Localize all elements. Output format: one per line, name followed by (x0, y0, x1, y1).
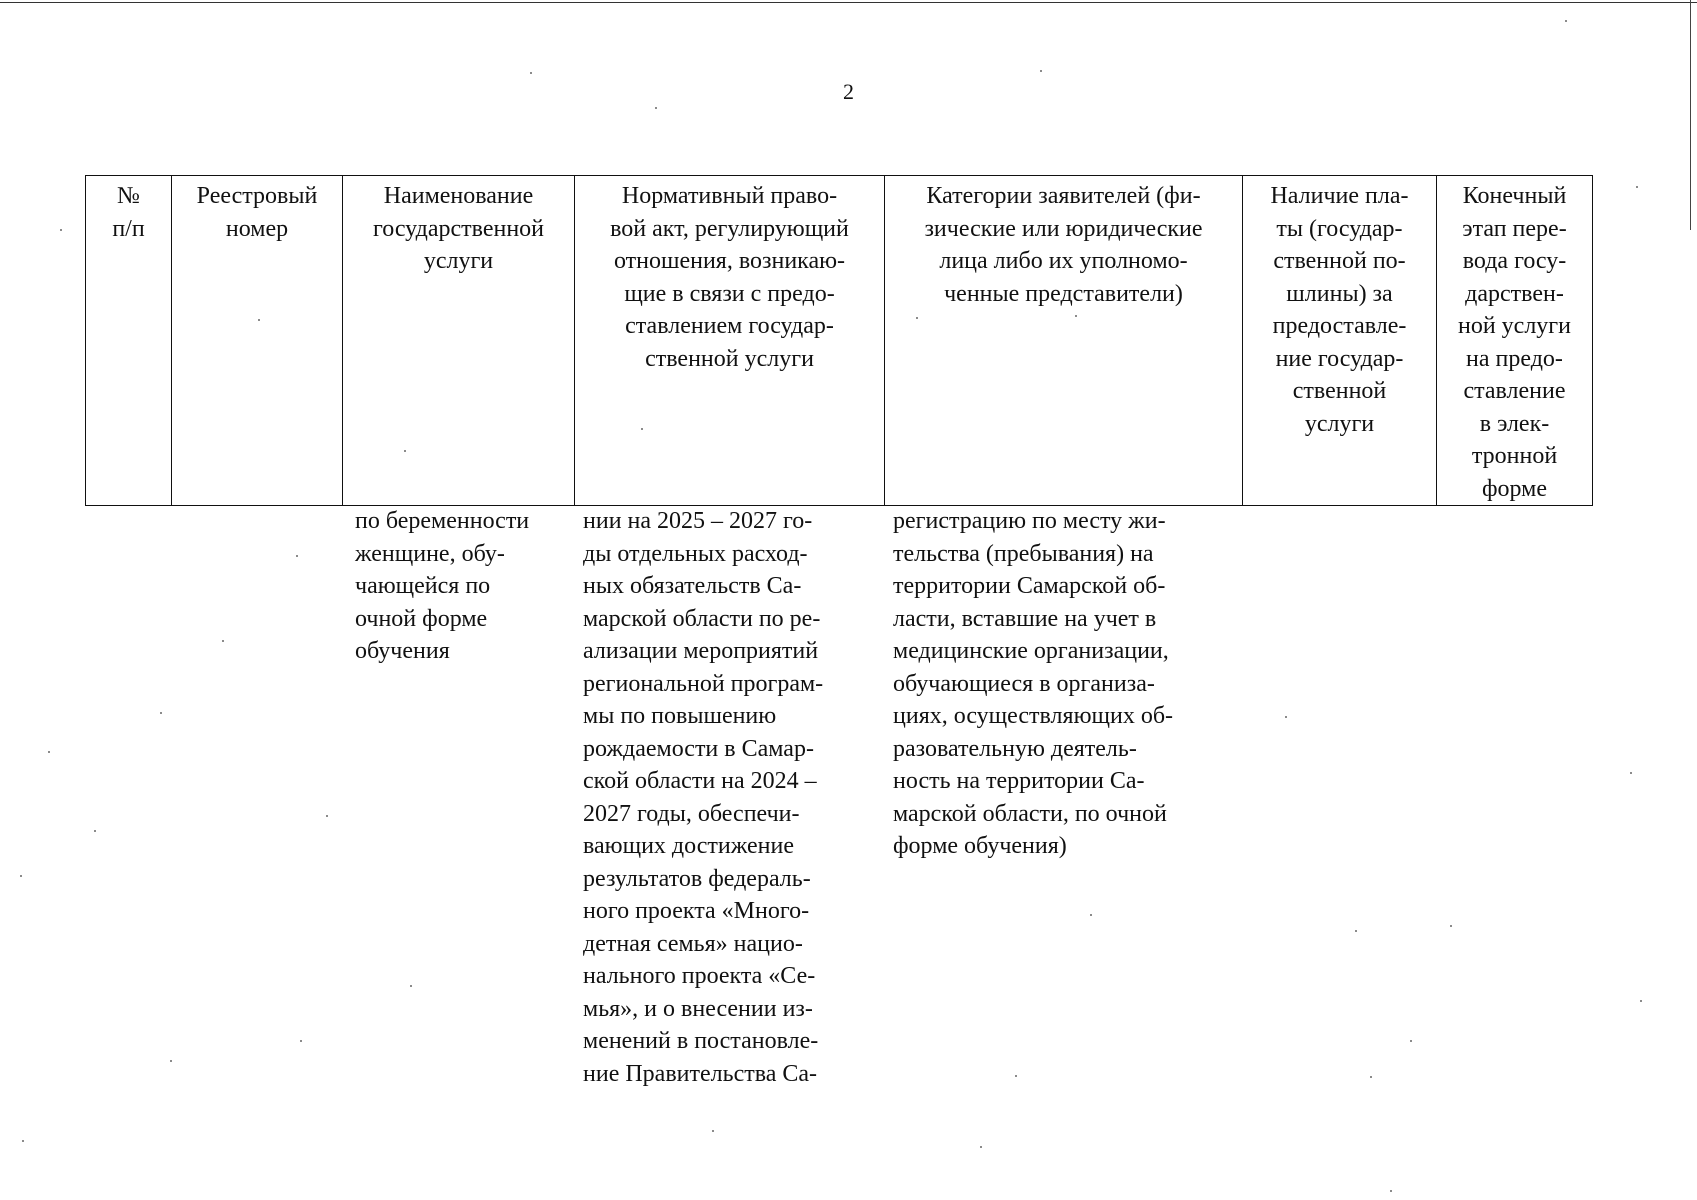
services-table-header (85, 175, 1593, 506)
continuation-normative-act: нии на 2025 – 2027 го- ды отдельных расход- ных обязательств Са- марской области по ре- ализации мероприятий региональной програм- мы по повышению рождаемости в Самар- ской области на 2024 – 2027 годы, обеспечи- вающих достижение результатов федераль- ного проекта «Много- детная семья» нацио- нального проекта «Се- мья», и о внесении из- менений в постановле- ние Правительства Са- (583, 508, 824, 1087)
header-applicant-categories: Категории заявителей (фи- зические или юридические лица либо их уполномо- ченные представители) (885, 176, 1243, 506)
header-registry-number: Реестровый номер (172, 176, 343, 506)
continuation-applicant-categories: регистрацию по месту жи- тельства (пребывания) на территории Самарской об- ласти, вставшие на учет в медицинские организации, обучающиеся в организа- циях, осуществляющих об- разовательную деятель- ность на территории Са- марской области, по очной форме обучения) (893, 508, 1174, 859)
page-number: 2 (843, 79, 854, 104)
header-row (86, 176, 1593, 506)
header-normative-act: Нормативный право- вой акт, регулирующий отношения, возникаю- щие в связи с предо- ставлением государ- ственной услуги (575, 176, 885, 506)
header-final-stage: Конечный этап пере- вода госу- дарствен- ной услуги на предо- ставление в элек- тронной форме (1437, 176, 1593, 506)
scan-edge-top (0, 2, 1697, 3)
scan-edge-right (1690, 0, 1691, 230)
continuation-service-name: по беременности женщине, обу- чающейся по очной форме обучения (355, 508, 530, 664)
header-service-name: Наименование государственной услуги (343, 176, 575, 506)
header-fee: Наличие пла- ты (государ- ственной по- шлины) за предоставле- ние государ- ственной услуги (1243, 176, 1437, 506)
header-number: № п/п (86, 176, 172, 506)
